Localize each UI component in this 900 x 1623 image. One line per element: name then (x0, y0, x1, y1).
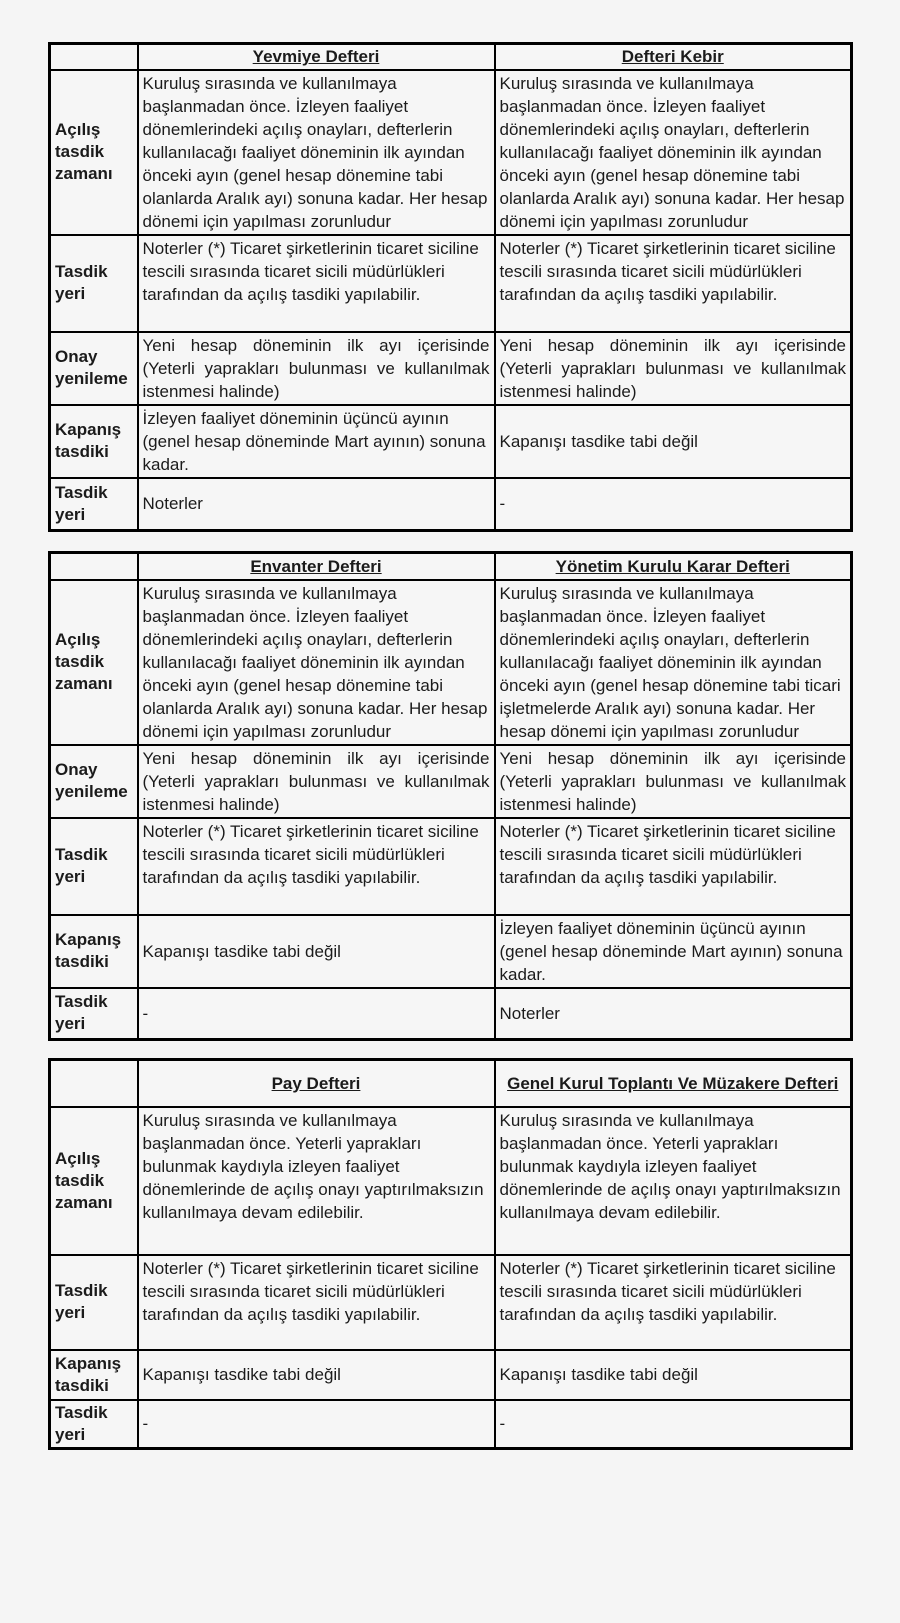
row-label: Açılış tasdik zamanı (50, 70, 138, 235)
column-header (138, 1060, 495, 1107)
column-header-label: Yönetim Kurulu Karar Defteri (555, 556, 790, 576)
cell: Kuruluş sırasında ve kullanılmaya başlanmadan önce. İzleyen faaliyet dönemlerindeki açılış onayları, defterlerin kullanılacağı faaliyet döneminin ilk ayından önceki ayın (genel hesap dönemine tabi olanlarda Aralık ayı) sonuna kadar. Her hesap dönemi için yapılması zorunludur (138, 70, 495, 235)
cell: İzleyen faaliyet döneminin üçüncü ayının (genel hesap döneminde Mart ayının) sonuna kadar. (495, 915, 852, 988)
row-label: Onay yenileme (50, 745, 138, 818)
row-label: Kapanış tasdiki (50, 1350, 138, 1400)
comparison-table-yevmiye-kebir (48, 42, 853, 532)
cell: Yeni hesap döneminin ilk ayı içerisinde (Yeterli yaprakları bulunması ve kullanılmak istenmesi halinde) (495, 745, 852, 818)
table-row (50, 235, 852, 332)
column-header-label: Envanter Defteri (250, 556, 382, 576)
table-row (50, 332, 852, 405)
table-row (50, 818, 852, 915)
table-row (50, 478, 852, 531)
column-header-label: Yevmiye Defteri (252, 47, 380, 67)
cell: Noterler (*) Ticaret şirketlerinin ticaret siciline tescili sırasında ticaret sicili müdürlükleri tarafından da açılış tasdiki yapılabilir. (495, 818, 852, 915)
row-label: Tasdik yeri (50, 988, 138, 1040)
cell: Kuruluş sırasında ve kullanılmaya başlanmadan önce. İzleyen faaliyet dönemlerindeki açılış onayları, defterlerin kullanılacağı faaliyet döneminin ilk ayından önceki ayın (genel hesap dönemine tabi ticari işletmelerde Aralık ayı) sonuna kadar. Her hesap dönemi için yapılması zorunludur (495, 580, 852, 745)
comparison-table-envanter-yonetim (48, 551, 853, 1041)
row-label: Tasdik yeri (50, 1255, 138, 1350)
cell: Noterler (*) Ticaret şirketlerinin ticaret siciline tescili sırasında ticaret sicili müdürlükleri tarafından da açılış tasdiki yapılabilir. (495, 235, 852, 332)
column-header-label: Defteri Kebir (621, 47, 724, 67)
row-label: Açılış tasdik zamanı (50, 1107, 138, 1255)
row-label: Kapanış tasdiki (50, 915, 138, 988)
column-header (495, 553, 852, 580)
cell: - (495, 1400, 852, 1449)
table-row (50, 1255, 852, 1350)
column-header (138, 553, 495, 580)
table-row (50, 915, 852, 988)
cell: Noterler (*) Ticaret şirketlerinin ticaret siciline tescili sırasında ticaret sicili müdürlükleri tarafından da açılış tasdiki yapılabilir. (138, 235, 495, 332)
cell: Noterler (*) Ticaret şirketlerinin ticaret siciline tescili sırasında ticaret sicili müdürlükleri tarafından da açılış tasdiki yapılabilir. (138, 1255, 495, 1350)
column-header (495, 1060, 852, 1107)
row-label: Açılış tasdik zamanı (50, 580, 138, 745)
cell: Kapanışı tasdike tabi değil (495, 405, 852, 478)
cell: Noterler (*) Ticaret şirketlerinin ticaret siciline tescili sırasında ticaret sicili müdürlükleri tarafından da açılış tasdiki yapılabilir. (495, 1255, 852, 1350)
cell: Kapanışı tasdike tabi değil (138, 915, 495, 988)
cell: İzleyen faaliyet döneminin üçüncü ayının (genel hesap döneminde Mart ayının) sonuna kadar. (138, 405, 495, 478)
row-label: Tasdik yeri (50, 478, 138, 531)
header-row (50, 1060, 852, 1107)
corner-cell (50, 553, 138, 580)
cell: Kapanışı tasdike tabi değil (495, 1350, 852, 1400)
cell: Kuruluş sırasında ve kullanılmaya başlanmadan önce. Yeterli yaprakları bulunmak kaydıyla izleyen faaliyet dönemlerinde de açılış onayı yaptırılmaksızın kullanılmaya devam edilebilir. (138, 1107, 495, 1255)
column-header (138, 44, 495, 70)
cell: - (138, 1400, 495, 1449)
cell: - (495, 478, 852, 531)
column-header (495, 44, 852, 70)
corner-cell (50, 1060, 138, 1107)
table-row (50, 70, 852, 235)
cell: Noterler (*) Ticaret şirketlerinin ticaret siciline tescili sırasında ticaret sicili müdürlükleri tarafından da açılış tasdiki yapılabilir. (138, 818, 495, 915)
row-label: Tasdik yeri (50, 1400, 138, 1449)
comparison-table-pay-genelkurul (48, 1058, 853, 1450)
table-row (50, 1350, 852, 1400)
cell: Yeni hesap döneminin ilk ayı içerisinde (Yeterli yaprakları bulunması ve kullanılmak istenmesi halinde) (495, 332, 852, 405)
cell: Kapanışı tasdike tabi değil (138, 1350, 495, 1400)
row-label: Onay yenileme (50, 332, 138, 405)
cell: Noterler (495, 988, 852, 1040)
table-row (50, 988, 852, 1040)
table-row (50, 1400, 852, 1449)
cell: - (138, 988, 495, 1040)
header-row (50, 553, 852, 580)
table-row (50, 1107, 852, 1255)
corner-cell (50, 44, 138, 70)
row-label: Tasdik yeri (50, 818, 138, 915)
row-label: Kapanış tasdiki (50, 405, 138, 478)
cell: Yeni hesap döneminin ilk ayı içerisinde (Yeterli yaprakları bulunması ve kullanılmak istenmesi halinde) (138, 332, 495, 405)
column-header-label: Pay Defteri (271, 1073, 361, 1093)
table-row (50, 745, 852, 818)
cell: Kuruluş sırasında ve kullanılmaya başlanmadan önce. İzleyen faaliyet dönemlerindeki açılış onayları, defterlerin kullanılacağı faaliyet döneminin ilk ayından önceki ayın (genel hesap dönemine tabi olanlarda Aralık ayı) sonuna kadar. Her hesap dönemi için yapılması zorunludur (138, 580, 495, 745)
cell: Yeni hesap döneminin ilk ayı içerisinde (Yeterli yaprakları bulunması ve kullanılmak istenmesi halinde) (138, 745, 495, 818)
cell: Noterler (138, 478, 495, 531)
row-label: Tasdik yeri (50, 235, 138, 332)
header-row (50, 44, 852, 70)
table-row (50, 580, 852, 745)
cell: Kuruluş sırasında ve kullanılmaya başlanmadan önce. İzleyen faaliyet dönemlerindeki açılış onayları, defterlerin kullanılacağı faaliyet döneminin ilk ayından önceki ayın (genel hesap dönemine tabi olanlarda Aralık ayı) sonuna kadar. Her hesap dönemi için yapılması zorunludur (495, 70, 852, 235)
cell: Kuruluş sırasında ve kullanılmaya başlanmadan önce. Yeterli yaprakları bulunmak kaydıyla izleyen faaliyet dönemlerinde de açılış onayı yaptırılmaksızın kullanılmaya devam edilebilir. (495, 1107, 852, 1255)
table-row (50, 405, 852, 478)
column-header-label: Genel Kurul Toplantı Ve Müzakere Defteri (507, 1073, 839, 1093)
